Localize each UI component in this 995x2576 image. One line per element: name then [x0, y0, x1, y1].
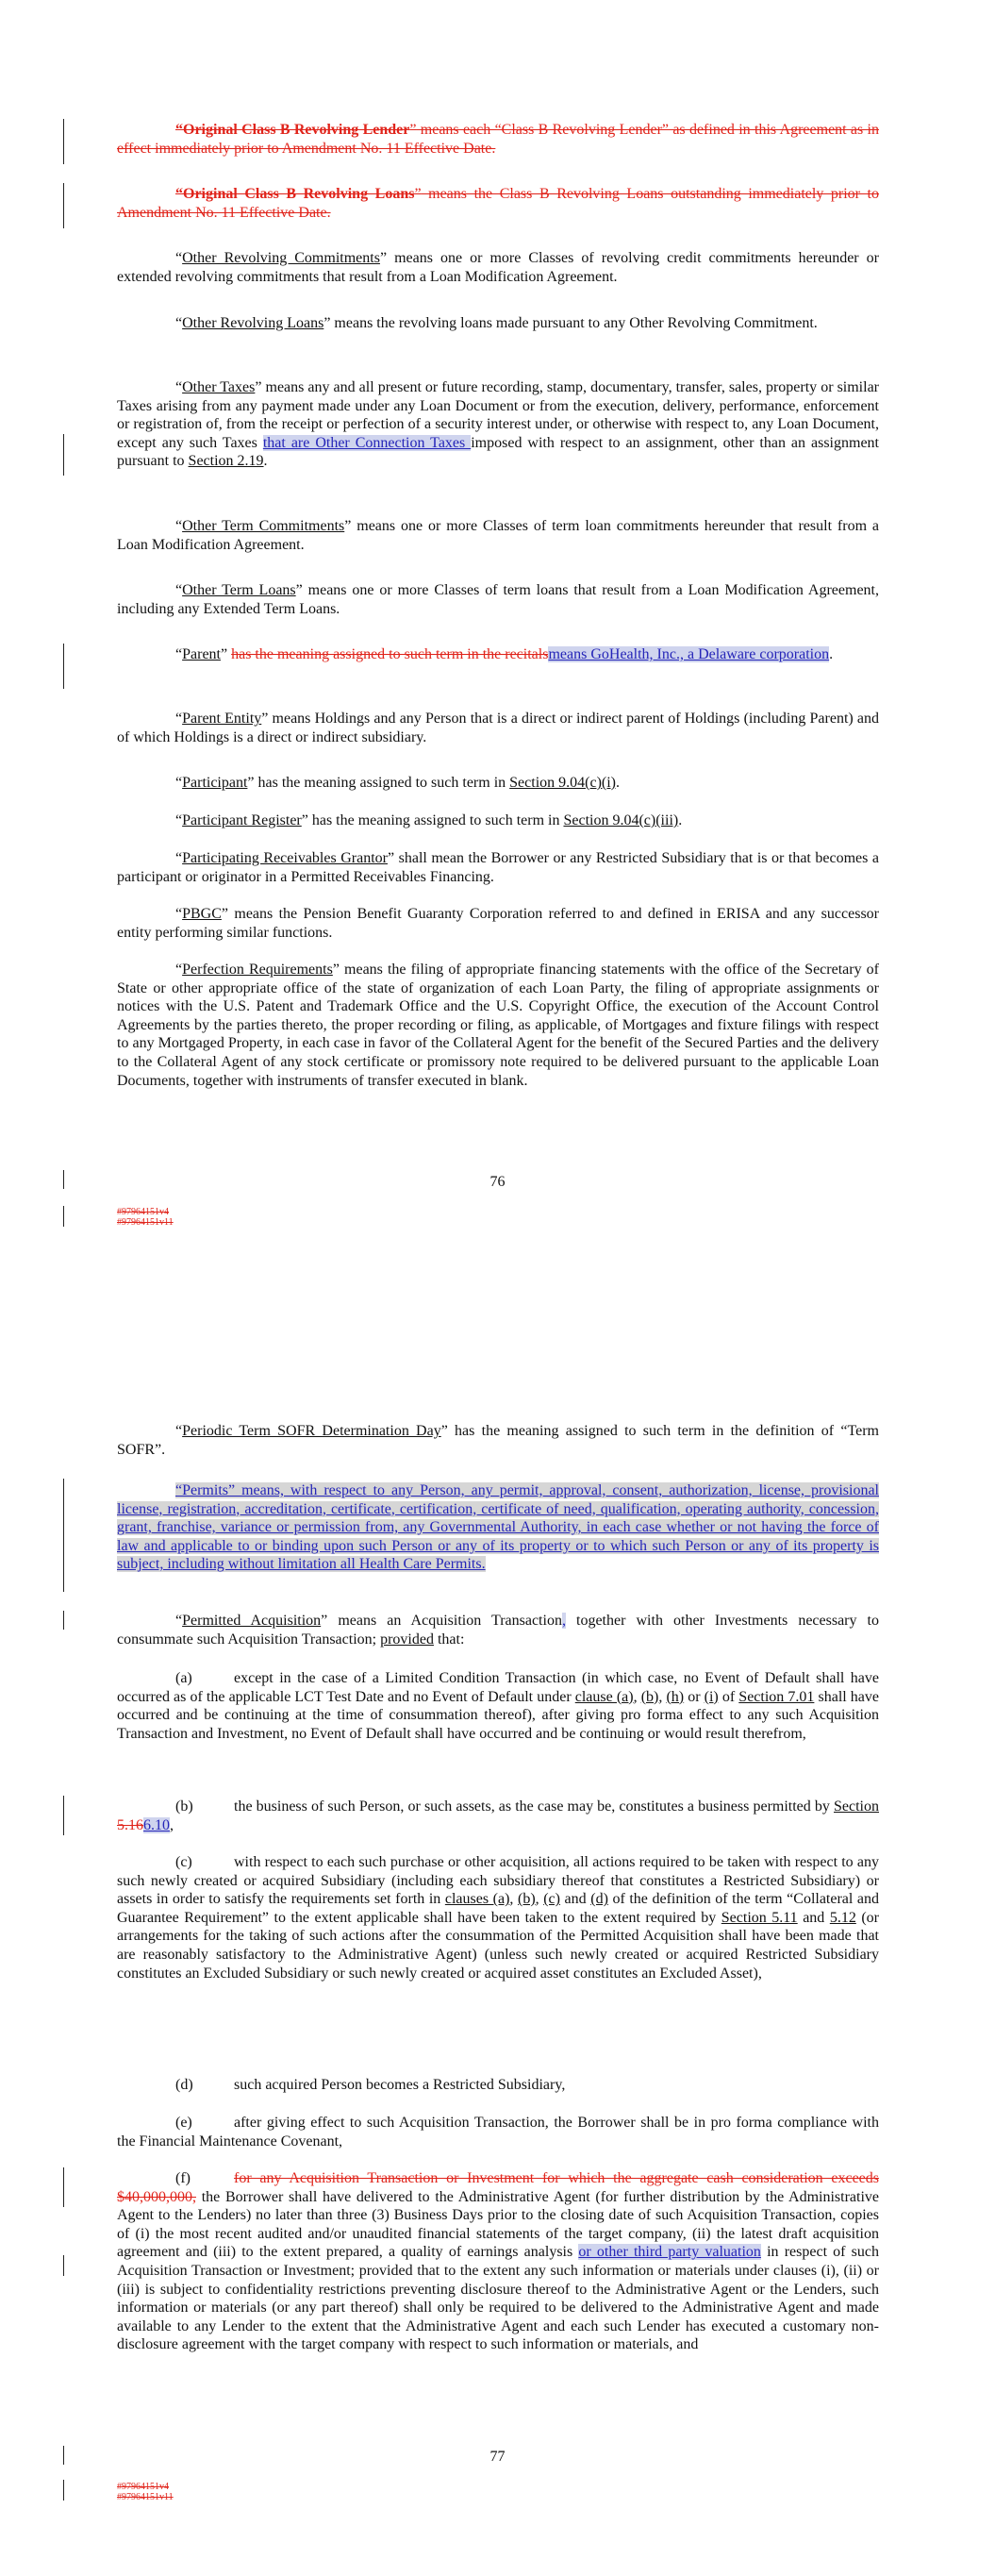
deleted-text: has the meaning assigned to such term in the recitals	[231, 646, 549, 662]
document-id-footer: #97964151v4 #97964151v11	[117, 2482, 174, 2502]
deleted-text: 5.16	[117, 1816, 143, 1833]
definition-parent: “Parent” has the meaning assigned to such term in the recitalsmeans GoHealth, Inc., a Delaware corporation.	[175, 646, 834, 662]
clause-label: (c)	[175, 1854, 192, 1870]
defined-term: Original Class B Revolving Loans	[183, 186, 415, 202]
defined-term: Participating Receivables Grantor	[182, 850, 388, 866]
defined-term: Participant	[182, 775, 248, 791]
definition-other-taxes: “Other Taxes” means any and all present or future recording, stamp, documentary, transfer, sales, property or similar Taxes arising from any payment made under any Loan Document or from the execution, delivery, performance, enforcement or registration of, from the receipt or perfection of a security interest under, or otherwise with respect to, any Loan Document, except any such Taxes that are Other Connection Taxes imposed with respect to an assignment, other than an assignment pursuant to Section 2.19.	[117, 379, 880, 470]
clause-d: (d) such acquired Person becomes a Restricted Subsidiary,	[175, 2077, 566, 2093]
change-bar	[63, 1479, 64, 1592]
defined-term: PBGC	[182, 906, 222, 922]
inserted-text: that are Other Connection Taxes	[262, 434, 472, 451]
page-77	[0, 1288, 995, 2576]
page-number: 76	[489, 1174, 506, 1190]
defined-term: Other Term Loans	[182, 582, 296, 598]
definition-permits	[117, 1481, 879, 1574]
definition-perfection-requirements: “Perfection Requirements” means the filing of appropriate financing statements with the office of the Secretary of State or other appropriate office of the state of organization of each Loan Party, the filing of appropriate assignments or notices with the U.S. Patent and Trademark Office and the U.S. Copyright Office, the execution of the Account Control Agreements by the parties thereto, the proper recording or filing, as applicable, of Mortgages and fixture filings with respect to any Mortgaged Property, in each case in favor of the Collateral Agent for the benefit of the Secured Parties and the delivery to the Collateral Agent of any stock certificate or promissory note required to be delivered pursuant to the applicable Loan Documents, together with instruments of transfer executed in blank.	[117, 962, 879, 1089]
provided-term: provided	[380, 1631, 434, 1648]
definition-permitted-acquisition: “Permitted Acquisition” means an Acquisition Transaction, together with other Investments necessary to consummate such Acquisition Transaction; provided that:	[117, 1613, 880, 1648]
clause-b: (b) the business of such Person, or such assets, as the case may be, constitutes a business permitted by Section 5.166.10,	[117, 1798, 879, 1833]
change-bar	[63, 2480, 64, 2501]
change-bar	[63, 183, 64, 228]
change-bar	[63, 1206, 64, 1227]
section-reference: Section 9.04(c)(iii)	[563, 812, 679, 828]
definition-original-class-b-revolving-loans: “Original Class B Revolving Loans” means the Class B Revolving Loans outstanding immediately prior to Amendment No. 11 Effective Date.	[117, 186, 880, 221]
clause-label: (e)	[175, 2115, 192, 2131]
defined-term: Perfection Requirements	[182, 962, 333, 978]
clause-label: (a)	[175, 1670, 192, 1686]
definition-other-term-commitments: “Other Term Commitments” means one or more Classes of term loan commitments hereunder that result from a Loan Modification Agreement.	[117, 518, 880, 553]
section-reference: Section 2.19	[188, 453, 264, 470]
definition-pbgc: “PBGC” means the Pension Benefit Guaranty Corporation referred to and defined in ERISA and any successor entity performing similar functions.	[117, 906, 879, 941]
deleted-text: for any Acquisition Transaction or Investment for which the aggregate cash consideration exceeds $40,000,000,	[117, 2170, 879, 2205]
inserted-text: means GoHealth, Inc., a Delaware corporation	[548, 646, 830, 662]
change-bar	[63, 644, 64, 689]
definition-other-revolving-commitments: “Other Revolving Commitments” means one or more Classes of revolving credit commitments hereunder or extended revolving commitments that result from a Loan Modification Agreement.	[117, 250, 879, 285]
change-bar	[63, 1796, 64, 1835]
change-bar	[63, 434, 64, 476]
clause-e: (e) after giving effect to such Acquisition Transaction, the Borrower shall be in pro forma compliance with the Financial Maintenance Covenant,	[117, 2115, 879, 2149]
inserted-text: 6.10	[143, 1816, 170, 1833]
change-bar	[63, 119, 64, 164]
definition-other-term-loans: “Other Term Loans” means one or more Classes of term loans that result from a Loan Modification Agreement, including any Extended Term Loans.	[117, 582, 879, 617]
defined-term: Parent Entity	[182, 711, 262, 727]
change-bar	[63, 1611, 64, 1630]
definition-parent-entity: “Parent Entity” means Holdings and any Person that is a direct or indirect parent of Holdings (including Parent) and of which Holdings is a direct or indirect subsidiary.	[117, 711, 879, 745]
defined-term: Participant Register	[182, 812, 302, 828]
definition-original-class-b-revolving-lender: “Original Class B Revolving Lender” means each “Class B Revolving Lender” as defined in this Agreement as in effect immediately prior to Amendment No. 11 Effective Date.	[117, 122, 880, 157]
definition-participant-register: “Participant Register” has the meaning assigned to such term in Section 9.04(c)(iii).	[175, 812, 683, 828]
inserted-text: ,	[561, 1613, 566, 1629]
page-number: 77	[489, 2449, 506, 2465]
inserted-text: or other third party valuation	[578, 2244, 761, 2261]
defined-term: Periodic Term SOFR Determination Day	[182, 1423, 441, 1439]
defined-term: Parent	[182, 646, 221, 662]
clause-label: (d)	[175, 2077, 193, 2093]
defined-term: Other Term Commitments	[182, 518, 345, 534]
definition-participant: “Participant” has the meaning assigned to such term in Section 9.04(c)(i).	[175, 775, 620, 791]
clause-label: (f)	[175, 2170, 191, 2186]
defined-term: Original Class B Revolving Lender	[183, 122, 410, 138]
definition-participating-receivables-grantor: “Participating Receivables Grantor” shall mean the Borrower or any Restricted Subsidiary that is or that becomes a participant or originator in a Permitted Receivables Financing.	[117, 850, 879, 885]
clause-c: (c) with respect to each such purchase or other acquisition, all actions required to be taken with respect to any such newly created or acquired Subsidiary (including each subsidiary thereof that constitutes a Restricted Subsidiary) or assets in order to satisfy the requirements set forth in clauses (a), (b), (c) and (d) of the definition of the term “Collateral and Guarantee Requirement” to the extent applicable shall have been taken to the extent required by Section 5.11 and 5.12 (or arrangements for the taking of such actions after the consummation of the Permitted Acquisition shall have been made that are reasonably satisfactory to the Administrative Agent) (unless such newly created or acquired Restricted Subsidiary constitutes an Excluded Subsidiary or such newly created or acquired asset constitutes an Excluded Asset),	[117, 1854, 880, 1982]
clause-label: (b)	[175, 1798, 193, 1815]
section-reference: Section 9.04(c)(i)	[509, 775, 616, 791]
definition-periodic-term-sofr-determination-day: “Periodic Term SOFR Determination Day” has the meaning assigned to such term in the definition of “Term SOFR”.	[117, 1423, 879, 1458]
defined-term: Other Revolving Commitments	[182, 250, 380, 266]
defined-term: Other Taxes	[182, 379, 256, 395]
clause-a: (a) except in the case of a Limited Condition Transaction (in which case, no Event of Default shall have occurred as of the applicable LCT Test Date and no Event of Default under clause (a), (b), (h) or (i) of Section 7.01 shall have occurred and be continuing at the time of consummation thereof), after giving pro forma effect to any such Acquisition Transaction and Investment, no Event of Default shall have occurred and be continuing or would result therefrom,	[117, 1670, 880, 1742]
defined-term: Permitted Acquisition	[182, 1613, 322, 1629]
change-bar	[63, 2167, 64, 2207]
document-id-footer: #97964151v4 #97964151v11	[117, 1207, 174, 1228]
change-bar	[63, 2255, 64, 2276]
defined-term: Other Revolving Loans	[182, 315, 324, 331]
inserted-text: “Permits” means, with respect to any Person, any permit, approval, consent, authorization, license, provisional license, registration, accreditation, certificate, certification, certificate of need, qualification, operating authority, concession, grant, franchise, variance or permission from, any Governmental Authority, in each case whether or not having the force of law and applicable to or binding upon such Person or any of its property or to which such Person or any of its property is subject, including without limitation all Health Care Permits.	[117, 1482, 879, 1573]
definition-other-revolving-loans: “Other Revolving Loans” means the revolving loans made pursuant to any Other Revolving Commitment.	[175, 315, 818, 331]
clause-f: (f) for any Acquisition Transaction or Investment for which the aggregate cash consideration exceeds $40,000,000, the Borrower shall have delivered to the Administrative Agent (for further distribution by the Administrative Agent to the Lenders) no later than three (3) Business Days prior to the closing date of such Acquisition Transaction, copies of (i) the most recent audited and/or unaudited financial statements of the target company, (ii) the latest draft acquisition agreement and (iii) to the extent prepared, a quality of earnings analysis or other third party valuation in respect of such Acquisition Transaction or Investment; provided that to the extent any such information or materials under clauses (i), (ii) or (iii) is subject to confidentiality restrictions preventing disclosure thereof to the Administrative Agent or the Lenders, such information or materials (or any part thereof) shall only be required to be delivered to the Administrative Agent and made available to any Lender to the extent that the Administrative Agent and each such Lender has executed a customary non-disclosure agreement with the target company with respect to such information or materials, and	[117, 2170, 879, 2353]
